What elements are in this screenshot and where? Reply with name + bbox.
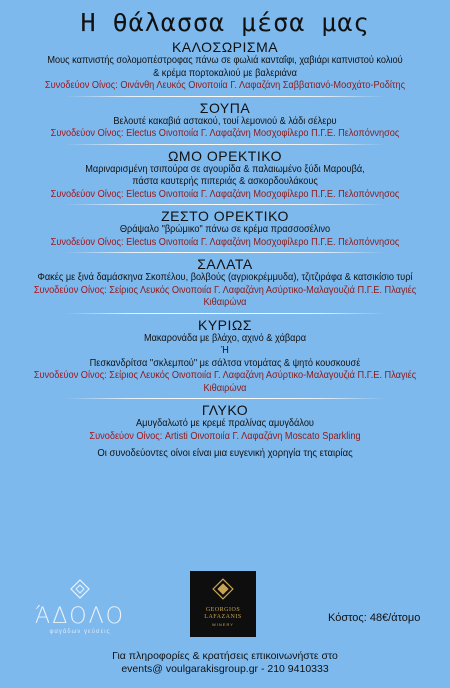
- wine-pairing-label: Συνοδεύον Οίνος:: [50, 236, 124, 248]
- winery-name-line2: LAFAZANIS: [204, 614, 242, 620]
- section-divider: [65, 96, 385, 97]
- price-label: Κόστος: 48€/άτομο: [328, 612, 421, 624]
- dish-description: Μους καπνιστής σολομοπέστροφας πάνω σε φωλιά κανταΐφι, χαβιάρι καπνιστού κολιού: [47, 55, 403, 66]
- section-title: ΖΕΣΤΟ ΟΡΕΚΤΙΚΟ: [161, 208, 289, 224]
- wine-pairing-label: Συνοδεύον Οίνος:: [33, 370, 107, 381]
- menu-section: [0, 402, 450, 443]
- menu-title: Η θάλασσα μέσα μας: [80, 8, 370, 37]
- wine-pairing-value: Σείριος Λευκός Οινοποιία Γ. Λαφαζάνη Ασύρτικο-Μαλαγουζιά Π.Γ.Ε. Πλαγιές Κιθαιρώνα: [109, 284, 417, 308]
- winery-name-line1: GEORGIOS: [205, 607, 241, 613]
- dish-description: Βελουτέ κακαβιά αστακού, τουί λεμονιού & λάδι σέλερυ: [113, 115, 337, 127]
- wine-pairing-value: Electus Οινοποιία Γ. Λαφαζάνη Μοσχοφίλερο Π.Γ.Ε. Πελοπόννησος: [126, 128, 400, 139]
- dish-description: πάστα καυτερής πιπεριάς & ασκορδουλάκους: [132, 176, 318, 187]
- wine-pairing: [18, 128, 432, 141]
- wine-pairing: [18, 285, 432, 310]
- wine-pairing: [18, 370, 432, 395]
- section-title: ΚΥΡΙΩΣ: [197, 316, 253, 333]
- section-divider: [65, 398, 385, 399]
- menu-section: [0, 256, 450, 310]
- menu-section: [0, 317, 450, 396]
- winery-logo: [190, 571, 256, 637]
- winery-sub: WINERY: [212, 622, 234, 627]
- wine-pairing-value: Electus Οινοποιία Γ. Λαφαζάνη Μοσχοφίλερο Π.Γ.Ε. Πελοπόννησος: [126, 236, 400, 248]
- section-title: ΣΟΥΠΑ: [199, 99, 251, 116]
- dish-description: Ή: [221, 345, 229, 356]
- dish-description: & κρέμα πορτοκαλιού με βαλεριάνα: [153, 67, 297, 79]
- wine-pairing-label: Συνοδεύον Οίνος:: [50, 128, 124, 139]
- wine-pairing-value: Σείριος Λευκός Οινοποιία Γ. Λαφαζάνη Ασύρτικο-Μαλαγουζιά Π.Γ.Ε. Πλαγιές Κιθαιρώνα: [109, 370, 417, 394]
- wine-pairing-value: Οινάνθη Λευκός Οινοποιία Γ. Λαφαζάνη Σαββατιανό-Μοσχάτο-Ροδίτης: [120, 80, 406, 91]
- wine-pairing: [18, 237, 432, 250]
- dish-description: Πεσκανδρίτσα "σκλεμπού" με σάλτσα ντομάτας & ψητό κουσκουσέ: [89, 357, 361, 369]
- diamond-logo-icon: [69, 578, 91, 600]
- section-title: ΓΛΥΚΟ: [201, 402, 249, 418]
- section-divider: [65, 252, 385, 253]
- footer-info-line: Για πληροφορίες & κρατήσεις επικοινωνήστε στο: [112, 650, 338, 662]
- dish-description: Μακαρονάδα με βλάχο, αχινό & χάβαρα: [143, 332, 307, 344]
- dish-description: Θράψαλο "βρώμικο" πάνω σε κρέμα πρασσοσέλινο: [119, 224, 331, 235]
- wine-pairing-label: Συνοδεύον Οίνος:: [44, 80, 118, 91]
- wine-pairing: [18, 80, 432, 93]
- section-title: ΩΜΟ ΟΡΕΚΤΙΚΟ: [167, 147, 283, 164]
- wine-pairing: [18, 431, 432, 444]
- footer: [0, 650, 450, 676]
- section-divider: [65, 204, 385, 205]
- wine-pairing-value: Artisti Οινοποιία Γ. Λαφαζάνη Moscato Sparkling: [164, 430, 361, 442]
- dish-description: Αμυγδαλωτό με κρεμέ πραλίνας αμυγδάλου: [136, 418, 314, 429]
- wine-pairing-value: Electus Οινοποιία Γ. Λαφαζάνη Μοσχοφίλερο Π.Γ.Ε. Πελοπόννησος: [126, 188, 400, 200]
- wine-pairing: [18, 189, 432, 202]
- wine-pairing-label: Συνοδεύον Οίνος:: [50, 188, 124, 200]
- menu-section: [0, 39, 450, 93]
- menu-section: [0, 100, 450, 141]
- menu-section: [0, 208, 450, 249]
- sponsor-note: Οι συνοδεύοντες οίνοι είναι μια ευγενική χορηγία της εταιρίας: [97, 448, 353, 459]
- dish-description: Φακές με ξινά δαμάσκηνα Σκοπέλου, βολβούς (αγριοκρέμμυδα), τζιτζιράφα & κατσικίσιο τυρί: [37, 272, 413, 283]
- section-divider: [65, 144, 385, 145]
- footer-contact-line: events@ voulgarakisgroup.gr - 210 9410333: [121, 663, 329, 675]
- dish-description: Μαριναρισμένη τσιπούρα σε αγουρίδα & παλαιωμένο ξύδι Μαρουβά,: [85, 163, 365, 175]
- wine-pairing-label: Συνοδεύον Οίνος:: [89, 430, 163, 442]
- wine-pairing-label: Συνοδεύον Οίνος:: [33, 284, 107, 296]
- winery-emblem-icon: [212, 578, 234, 600]
- section-title: ΣΑΛΑΤΑ: [197, 256, 253, 272]
- section-title: ΚΑΛΟΣΩΡΙΣΜΑ: [171, 39, 279, 55]
- menu-section: [0, 148, 450, 202]
- section-divider: [65, 313, 385, 314]
- adolo-logo-subtitle: φαγάδων γεύσεις: [49, 629, 111, 635]
- adolo-logo-text: ΆΔΟΛΟ: [35, 604, 125, 629]
- menu-sections: [0, 39, 450, 443]
- adolo-logo: [30, 578, 130, 638]
